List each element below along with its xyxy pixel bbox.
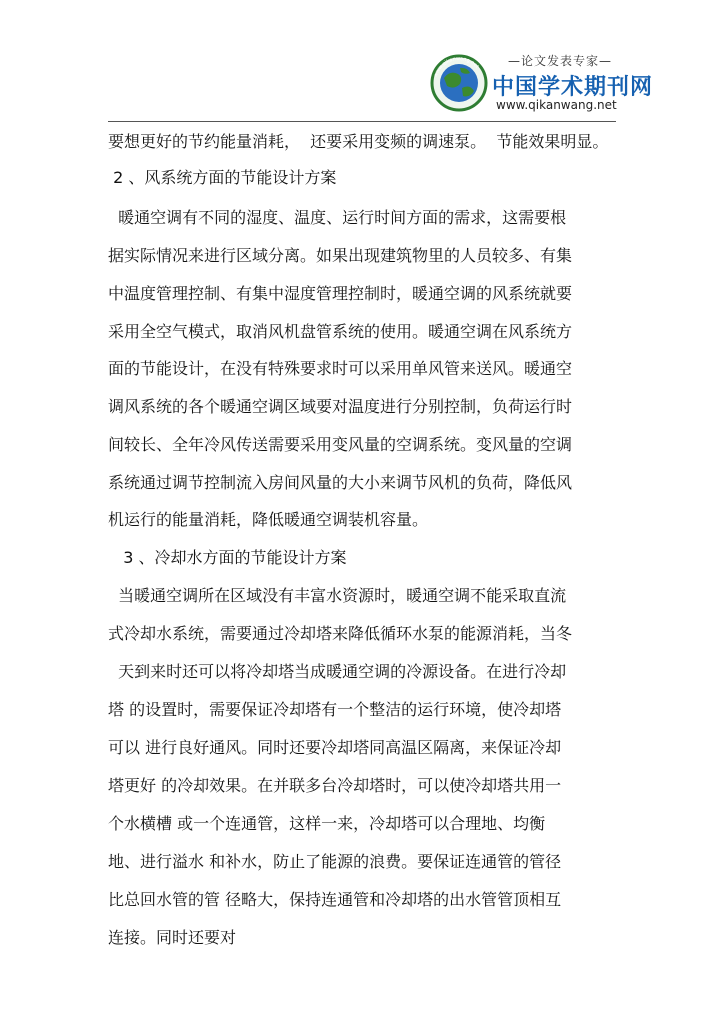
logo-slogan: —论文发表专家—: [507, 54, 612, 68]
logo-url: www.qikanwang.net: [496, 98, 617, 112]
logo-arc-text: www.qikanwang.net: [432, 55, 480, 78]
text-line: 个水横槽 或一个连通管，这样一来，冷却塔可以合理地、均衡: [108, 814, 546, 833]
text-line: 塔 的设置时，需要保证冷却塔有一个整洁的运行环境，使冷却塔: [108, 700, 562, 719]
header-divider: [108, 121, 616, 122]
text-line: 要想更好的节约能量消耗， 还要采用变频的调速泵。 节能效果明显。: [108, 132, 609, 151]
text-line: 比总回水管的管 径略大，保持连通管和冷却塔的出水管管顶相互: [108, 890, 562, 909]
text-line: 机运行的能量消耗，降低暖通空调装机容量。: [108, 510, 429, 529]
section-heading: 2 、风系统方面的节能设计方案: [108, 168, 337, 187]
text-line: 据实际情况来进行区域分离。如果出现建筑物里的人员较多、有集: [108, 246, 573, 265]
text-line: 式冷却水系统，需要通过冷却塔来降低循环水泵的能源消耗，当冬: [108, 624, 573, 643]
text-line: 连接。同时还要对: [108, 928, 237, 947]
globe-icon: [430, 54, 488, 112]
text-line: 系统通过调节控制流入房间风量的大小来调节风机的负荷，降低风: [108, 473, 573, 492]
text-line: 可以 进行良好通风。同时还要冷却塔同高温区隔离，来保证冷却: [108, 738, 562, 757]
section-heading: 3 、冷却水方面的节能设计方案: [108, 548, 347, 567]
text-line: 暖通空调有不同的湿度、温度、运行时间方面的需求，这需要根: [108, 208, 567, 227]
text-line: 当暖通空调所在区域没有丰富水资源时，暖通空调不能采取直流: [108, 586, 567, 605]
text-line: 天到来时还可以将冷却塔当成暖通空调的冷源设备。在进行冷却: [108, 662, 567, 681]
text-line: 调风系统的各个暖通空调区域要对温度进行分别控制，负荷运行时: [108, 397, 573, 416]
text-line: 塔更好 的冷却效果。在并联多台冷却塔时，可以使冷却塔共用一: [108, 776, 562, 795]
text-line: 面的节能设计，在没有特殊要求时可以采用单风管来送风。暖通空: [108, 359, 573, 378]
site-logo: [430, 50, 654, 120]
text-line: 采用全空气模式，取消风机盘管系统的使用。暖通空调在风系统方: [108, 322, 573, 341]
text-line: 间较长、全年冷风传送需要采用变风量的空调系统。变风量的空调: [108, 435, 573, 454]
logo-brand-name: 中国学术期刊网: [492, 75, 654, 100]
text-line: 地、进行溢水 和补水，防止了能源的浪费。要保证连通管的管径: [108, 852, 562, 871]
text-line: 中温度管理控制、有集中湿度管理控制时，暖通空调的风系统就要: [108, 284, 573, 303]
